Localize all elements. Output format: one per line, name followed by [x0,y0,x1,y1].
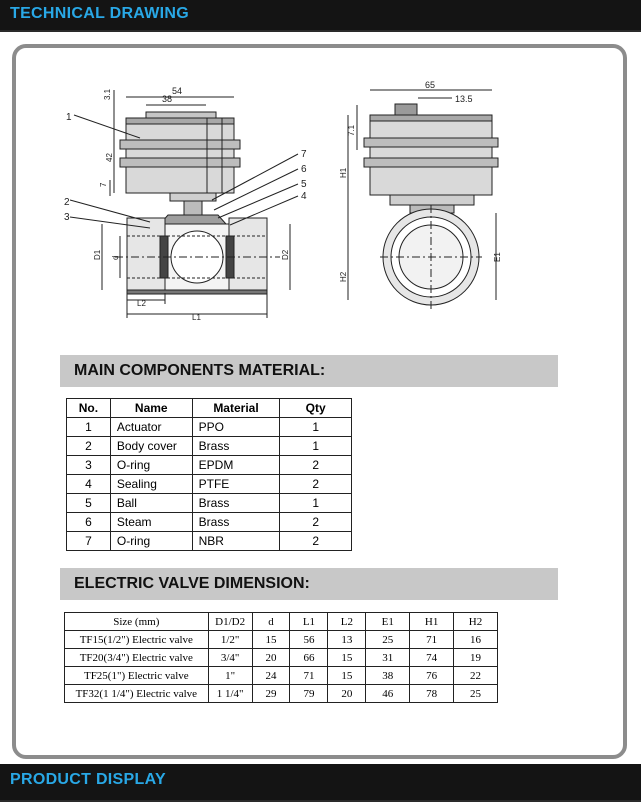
cell-d: 15 [252,631,290,649]
dim-col-size: Size (mm) [65,613,209,631]
dim-3-1: 3.1 [103,88,112,100]
cell-material: EPDM [192,456,280,475]
table-row [65,685,498,703]
cell-qty: 2 [280,475,352,494]
cell-h2: 16 [454,631,498,649]
dim-col-h2: H2 [454,613,498,631]
dimensions-table [64,612,498,703]
cell-material: Brass [192,494,280,513]
dimensions-title: ELECTRIC VALVE DIMENSION: [74,575,310,592]
part-label-2: 2 [64,197,70,208]
materials-table [66,398,352,551]
cell-material: NBR [192,532,280,551]
cell-d: 24 [252,667,290,685]
dim-col-l1: L1 [290,613,328,631]
materials-col-material: Material [192,399,280,418]
materials-col-name: Name [110,399,192,418]
dim-7-1: 7.1 [347,124,356,136]
cell-no: 6 [67,513,111,532]
cell-qty: 1 [280,494,352,513]
dim-d1: D1 [93,249,102,260]
table-row [65,649,498,667]
dim-col-e1: E1 [366,613,410,631]
cell-h1: 74 [410,649,454,667]
cell-l1: 71 [290,667,328,685]
dim-col-d: d [252,613,290,631]
table-row [67,437,352,456]
cell-no: 3 [67,456,111,475]
cell-size: TF15(1/2") Electric valve [65,631,209,649]
right-actuator [364,104,498,213]
cell-e1: 46 [366,685,410,703]
dimensions-header-row [65,613,498,631]
table-row [65,631,498,649]
materials-col-no: No. [67,399,111,418]
materials-col-qty: Qty [280,399,352,418]
dim-col-d1d2: D1/D2 [208,613,252,631]
cell-name: O-ring [110,456,192,475]
cell-name: Ball [110,494,192,513]
left-actuator [120,112,240,193]
dim-col-l2: L2 [328,613,366,631]
footer-title: PRODUCT DISPLAY [10,771,166,788]
cell-name: O-ring [110,532,192,551]
cell-size: TF32(1 1/4") Electric valve [65,685,209,703]
materials-title: MAIN COMPONENTS MATERIAL: [74,362,326,379]
cell-l1: 56 [290,631,328,649]
cell-no: 1 [67,418,111,437]
dim-42: 42 [105,153,114,162]
cell-e1: 31 [366,649,410,667]
table-row [67,418,352,437]
dim-13-5: 13.5 [455,94,473,104]
footer-banner [0,764,641,802]
dim-7-left: 7 [99,182,108,187]
cell-h1: 78 [410,685,454,703]
part-label-4: 4 [301,191,307,202]
dim-54: 54 [172,86,183,96]
dim-d2: D2 [281,249,290,260]
cell-material: PTFE [192,475,280,494]
cell-h1: 71 [410,631,454,649]
dim-col-h1: H1 [410,613,454,631]
table-row [65,667,498,685]
cell-l2: 15 [328,667,366,685]
dim-38: 38 [162,94,173,104]
cell-l2: 13 [328,631,366,649]
dim-h1: H1 [339,167,348,178]
cell-material: Brass [192,513,280,532]
cell-name: Body cover [110,437,192,456]
cell-h1: 76 [410,667,454,685]
dim-h2: H2 [339,271,348,282]
table-row [67,456,352,475]
cell-h2: 25 [454,685,498,703]
right-valve-body [380,205,482,310]
part-label-3: 3 [64,212,70,223]
cell-d1d2: 1 1/4" [208,685,252,703]
materials-heading [60,355,558,387]
table-row [67,475,352,494]
cell-name: Steam [110,513,192,532]
cell-h2: 22 [454,667,498,685]
cell-size: TF25(1") Electric valve [65,667,209,685]
cell-h2: 19 [454,649,498,667]
cell-no: 7 [67,532,111,551]
cell-material: PPO [192,418,280,437]
cell-d: 20 [252,649,290,667]
dim-l2: L2 [137,299,146,308]
table-row [67,532,352,551]
cell-material: Brass [192,437,280,456]
cell-no: 2 [67,437,111,456]
header-title: TECHNICAL DRAWING [10,5,190,22]
cell-d1d2: 3/4" [208,649,252,667]
cell-qty: 2 [280,513,352,532]
table-row [67,513,352,532]
cell-l1: 66 [290,649,328,667]
part-label-6: 6 [301,164,307,175]
left-valve-body [115,218,280,294]
cell-e1: 38 [366,667,410,685]
cell-l2: 20 [328,685,366,703]
dim-65: 65 [425,80,436,90]
cell-e1: 25 [366,631,410,649]
dim-d: d [111,255,120,260]
dimensions-heading [60,568,558,600]
cell-size: TF20(3/4") Electric valve [65,649,209,667]
cell-d: 29 [252,685,290,703]
technical-drawing [0,0,641,360]
cell-d1d2: 1" [208,667,252,685]
cell-no: 4 [67,475,111,494]
materials-header-row [67,399,352,418]
dim-l1: L1 [192,313,201,322]
cell-qty: 2 [280,456,352,475]
cell-qty: 1 [280,418,352,437]
cell-d1d2: 1/2" [208,631,252,649]
cell-qty: 2 [280,532,352,551]
part-label-5: 5 [301,179,307,190]
table-row [67,494,352,513]
part-label-7: 7 [301,149,307,160]
cell-l2: 15 [328,649,366,667]
cell-l1: 79 [290,685,328,703]
dim-e1: E1 [493,252,502,262]
part-label-1: 1 [66,112,72,123]
cell-name: Sealing [110,475,192,494]
cell-name: Actuator [110,418,192,437]
cell-qty: 1 [280,437,352,456]
cell-no: 5 [67,494,111,513]
